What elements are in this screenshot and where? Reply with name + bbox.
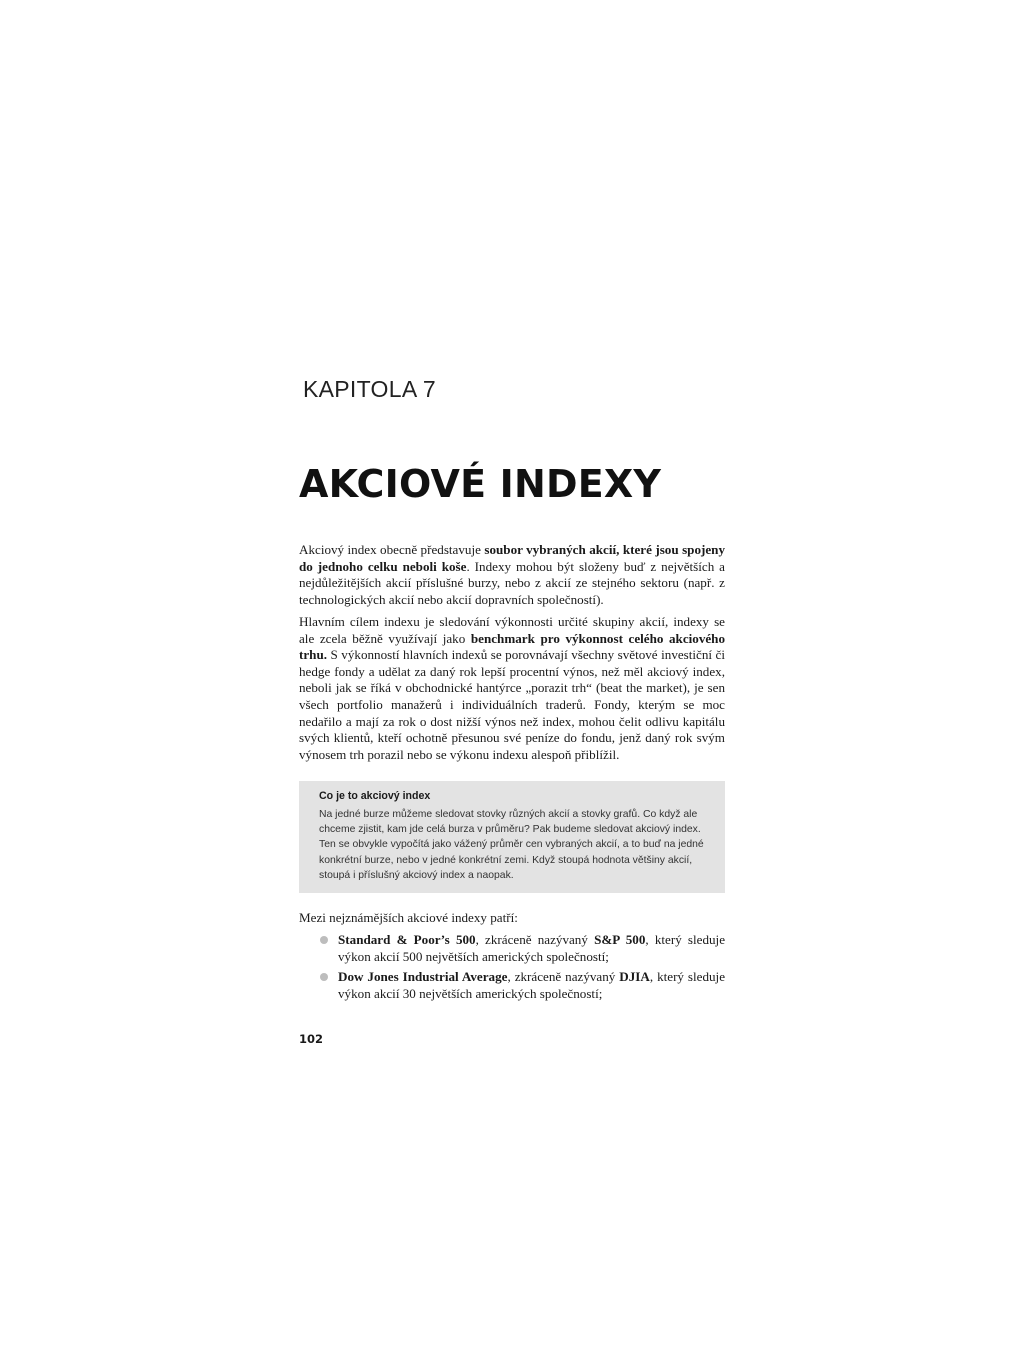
text-run: , který sleduje výkon akcií 500 největších amerických společností;	[338, 932, 726, 964]
info-box-title: Co je to akciový index	[319, 790, 431, 802]
bold-run: soubor vybraných akcií, které jsou spojeny do jednoho celku neboli koše	[299, 542, 725, 574]
bold-run: Dow Jones Industrial Average	[338, 969, 508, 985]
text-run: . Indexy mohou být složeny buď z největších a nejdůležitějších akcií příslušné burzy, nebo z akcií ze stejného sektoru (např. z technologických akcií nebo akcií dopravních společností).	[299, 558, 725, 607]
info-box	[299, 781, 725, 893]
bullet-icon	[320, 973, 328, 981]
text-run: , který sleduje výkon akcií 30 největších amerických společností;	[338, 969, 726, 1001]
bullet-icon	[320, 936, 328, 944]
bold-run: DJIA	[619, 969, 650, 985]
list-item	[299, 932, 725, 965]
bold-run: benchmark pro výkonnost celého akciového trhu.	[299, 630, 726, 663]
chapter-label: KAPITOLA 7	[303, 376, 436, 402]
text-run: , zkráceně nazývaný	[507, 969, 620, 985]
page-number: 102	[299, 1032, 324, 1046]
paragraph-benchmark	[299, 614, 725, 763]
index-list-intro: Mezi nejznámějších akciové indexy patří:	[299, 910, 518, 925]
paragraph-intro	[299, 542, 725, 608]
list-item-text	[338, 969, 725, 1001]
info-box-text: Na jedné burze můžeme sledovat stovky různých akcií a stovky grafů. Co když ale chceme zjistit, kam jde celá burza v průměru? Pak budeme sledovat akciový index. Ten se obvykle vypočítá jako vážený průměr cen vybraných akcií, a to buď na jedné konkrétní burze, nebo v jedné konkrétní zemi. Když stoupá hodnota většiny akcií, stoupá i příslušný akciový index a naopak.	[319, 809, 704, 881]
text-run: Hlavním cílem indexu je sledování výkonnosti určité skupiny akcií, indexy se ale zcela běžně využívají jako	[299, 614, 725, 646]
text-run: S výkonností hlavních indexů se porovnávají všechny světové investiční či hedge fondy a udělat za daný rok lepší procentní výnos, než měl akciový index, neboli jak se říká v obchodnické hantýrce „porazit trh“ (beat the market), je sen všech portfolio manažerů i individuálních traderů. Fondy, kterým se moc nedařilo a mají za rok o dost nižší výnos než index, mohou čelit odlivu kapitálu svých klientů, kteří ochotně přesunou své peníze do fondu, jenž daný rok svým výnosem trh porazil nebo se výkonu indexu alespoň přiblížil.	[299, 647, 725, 762]
bold-run: Standard & Poor’s 500	[338, 932, 476, 947]
index-list	[299, 932, 725, 1006]
list-item	[299, 969, 725, 1002]
bold-run: S&P 500	[594, 932, 646, 947]
text-run: , zkráceně nazývaný	[475, 932, 595, 947]
chapter-title: AKCIOVÉ INDEXY	[299, 462, 662, 506]
text-run: Akciový index obecně představuje	[299, 542, 485, 557]
list-item-text	[338, 932, 725, 964]
